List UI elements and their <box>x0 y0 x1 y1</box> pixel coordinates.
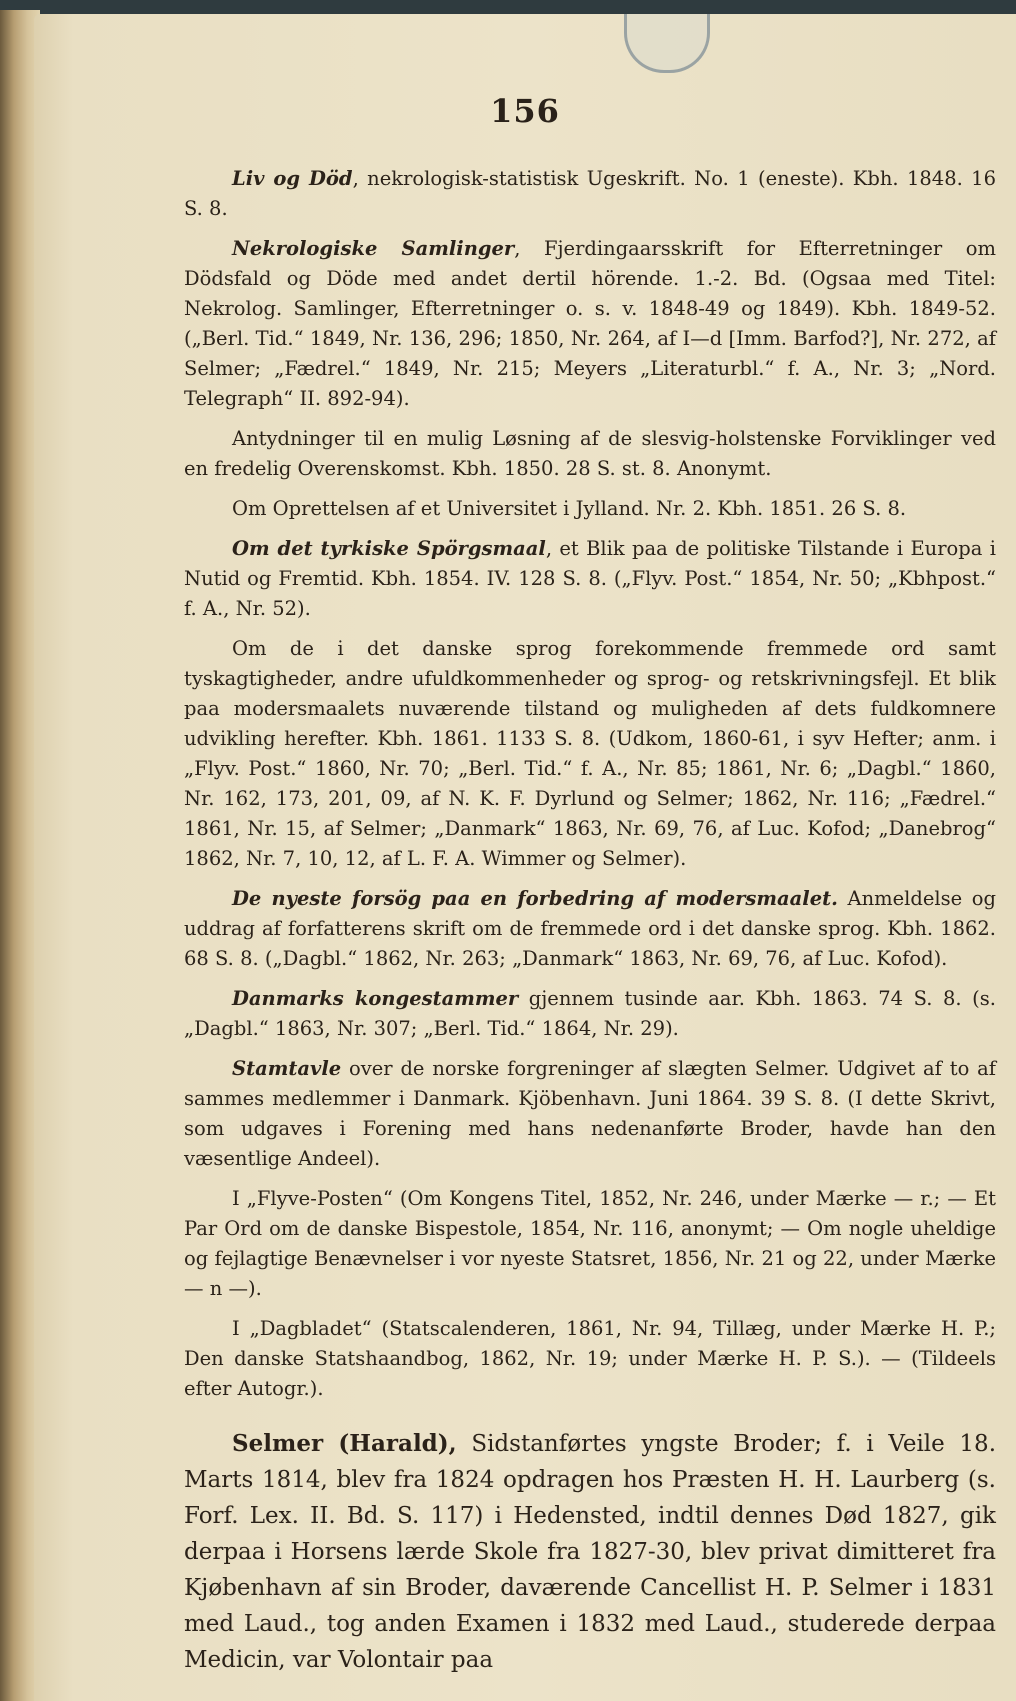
entry-antydninger: Antydninger til en mulig Løsning af de slesvig-holstenske Forviklinger ved en fredelig Overenskomst. Kbh. 1850. 28 S. st. 8. Anonymt. <box>184 427 996 480</box>
book-page <box>34 14 1016 1701</box>
entry-stamtavle: Stamtavle over de norske forgreninger af slægten Selmer. Udgivet af to af sammes medlemmer i Danmark. Kjöbenhavn. Juni 1864. 39 S. 8. (I dette Skrivt, som udgaves i Forening med hans nedenanførte Broder, havde han den væsentlige Andeel). <box>184 1057 996 1170</box>
entry-liv-og-dod: Liv og Död, nekrologisk-statistisk Ugeskrift. No. 1 (eneste). Kbh. 1848. 16 S. 8. <box>184 167 996 220</box>
entry-nyeste-forsog: De nyeste forsög paa en forbedring af modersmaalet. Anmeldelse og uddrag af forfatterens skrift om de fremmede ord i det danske sprog. Kbh. 1862. 68 S. 8. („Dagbl.“ 1862, Nr. 263; „Danmark“ 1863, Nr. 69, 76, af Luc. Kofod). <box>184 887 997 970</box>
entry-fremmede-ord: Om de i det danske sprog forekommende fremmede ord samt tyskagtigheder, andre ufuldkommenheder og sprog- og retskrivningsfejl. Et blik paa modersmaalets nuværende tilstand og muligheden af dets fuldkomnere udvikling herefter. Kbh. 1861. 1133 S. 8. (Udkom, 1860-61, i syv Hefter; anm. i „Flyv. Post.“ 1860, Nr. 70; „Berl. Tid.“ f. A., Nr. 85; 1861, Nr. 6; „Dagbl.“ 1860, Nr. 162, 173, 201, 09, af N. K. F. Dyrlund og Selmer; 1862, Nr. 116; „Fædrel.“ 1861, Nr. 15, af Selmer; „Danmark“ 1863, Nr. 69, 76, af Luc. Kofod; „Danebrog“ 1862, Nr. 7, 10, 12, af L. F. A. Wimmer og Selmer). <box>184 637 996 870</box>
biography-selmer-harald: Selmer (Harald), Sidstanførtes yngste Broder; f. i Veile 18. Marts 1814, blev fra 1824 opdragen hos Præsten H. H. Laurberg (s. Forf. Lex. II. Bd. S. 117) i Hedensted, indtil dennes Død 1827, gik derpaa i Horsens lærde Skole fra 1827-30, blev privat dimitteret fra Kjøbenhavn af sin Broder, daværende Cancellist H. P. Selmer i 1831 med Laud., tog anden Examen i 1832 med Laud., studerede derpaa Medicin, var Volontair paa <box>184 1430 996 1673</box>
entry-kongestammer: Danmarks kongestammer gjennem tusinde aar. Kbh. 1863. 74 S. 8. (s. „Dagbl.“ 1863, Nr. 307; „Berl. Tid.“ 1864, Nr. 29). <box>184 987 996 1040</box>
entry-nekrologiske-samlinger: Nekrologiske Samlinger, Fjerdingaarsskrift for Efterretninger om Dödsfald og Döde med andet dertil hörende. 1.-2. Bd. (Ogsaa med Titel: Nekrolog. Samlinger, Efterretninger o. s. v. 1848-49 og 1849). Kbh. 1849-52. („Berl. Tid.“ 1849, Nr. 136, 296; 1850, Nr. 264, af I—d [Imm. Barfod?], Nr. 272, af Selmer; „Fædrel.“ 1849, Nr. 215; Meyers „Literaturbl.“ f. A., Nr. 3; „Nord. Telegraph“ II. 892-94). <box>184 237 996 410</box>
paper-clip-icon <box>624 14 710 73</box>
entry-tyrkiske-sporgsmaal: Om det tyrkiske Spörgsmaal, et Blik paa de politiske Tilstande i Europa i Nutid og Fremtid. Kbh. 1854. IV. 128 S. 8. („Flyv. Post.“ 1854, Nr. 50; „Kbhpost.“ f. A., Nr. 52). <box>184 537 996 620</box>
entry-universitet-jylland: Om Oprettelsen af et Universitet i Jylland. Nr. 2. Kbh. 1851. 26 S. 8. <box>232 497 907 520</box>
entry-dagbladet: I „Dagbladet“ (Statscalenderen, 1861, Nr. 94, Tillæg, under Mærke H. P.; Den danske Statshaandbog, 1862, Nr. 19; under Mærke H. P. S.). — (Tildeels efter Autogr.). <box>184 1317 996 1400</box>
page-number: 156 <box>490 92 560 130</box>
entry-flyve-posten: I „Flyve-Posten“ (Om Kongens Titel, 1852, Nr. 246, under Mærke — r.; — Et Par Ord om de danske Bispestole, 1854, Nr. 116, anonymt; — Om nogle uheldige og fejlagtige Benævnelser i vor nyeste Statsret, 1856, Nr. 21 og 22, under Mærke — n —). <box>184 1187 996 1300</box>
page-text <box>184 164 996 1688</box>
